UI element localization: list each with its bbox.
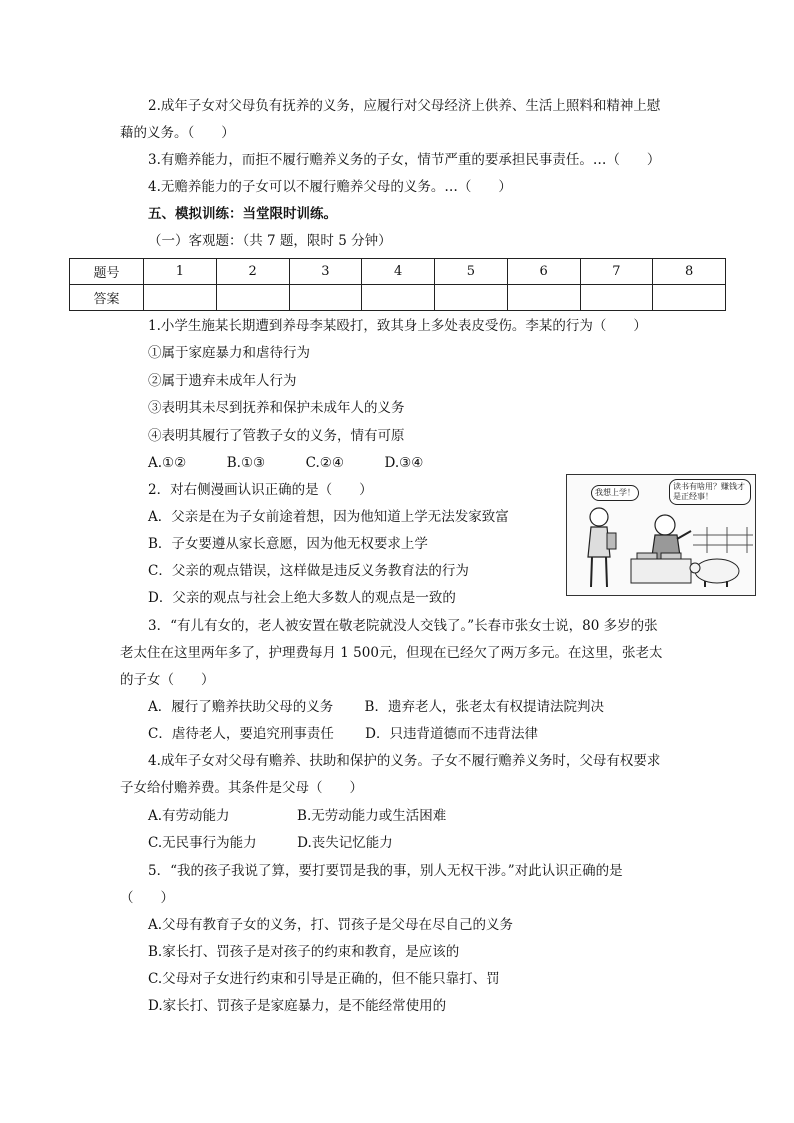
answer-cell[interactable] <box>362 285 435 311</box>
answer-cell[interactable] <box>216 285 289 311</box>
text-line: B．子女要遵从家长意愿，因为他无权要求上学 <box>148 536 428 552</box>
answer-cell[interactable] <box>580 285 653 311</box>
text-line: （一）客观题：（共 7 题，限时 5 分钟） <box>148 233 392 249</box>
answer-cell[interactable] <box>144 285 217 311</box>
text-line: B.家长打、罚孩子是对孩子的约束和教育，是应该的 <box>148 944 460 960</box>
question-number-cell: 1 <box>144 259 217 285</box>
text-line: A.①② B.①③ C.②④ D.③④ <box>148 455 424 471</box>
cartoon-image <box>566 474 756 596</box>
text-line: 的子女（ ） <box>120 672 215 688</box>
text-line: D．父亲的观点与社会上绝大多数人的观点是一致的 <box>148 590 456 606</box>
table-row-numbers <box>70 259 726 285</box>
text-line: 2．对右侧漫画认识正确的是（ ） <box>148 482 373 498</box>
speech-bubble-child: 我想上学！ <box>591 485 639 501</box>
text-line: 5．“我的孩子我说了算，要打要罚是我的事，别人无权干涉。”对此认识正确的是 <box>148 863 623 879</box>
text-line: ②属于遗弃未成年人行为 <box>148 373 297 389</box>
text-line: ①属于家庭暴力和虐待行为 <box>148 345 310 361</box>
text-line: 4.无赡养能力的子女可以不履行赡养父母的义务。…（ ） <box>148 179 512 195</box>
text-line: ③表明其未尽到抚养和保护未成年人的义务 <box>148 400 405 416</box>
text-line: 2.成年子女对父母负有抚养的义务，应履行对父母经济上供养、生活上照料和精神上慰 <box>148 98 661 114</box>
answer-cell[interactable] <box>289 285 362 311</box>
question-number-cell: 2 <box>216 259 289 285</box>
question-number-cell: 8 <box>653 259 726 285</box>
row-header-answer: 答案 <box>70 285 144 311</box>
text-line: 4.成年子女对父母有赡养、扶助和保护的义务。子女不履行赡养义务时，父母有权要求 <box>148 753 661 769</box>
text-line: 藉的义务。（ ） <box>120 125 235 141</box>
text-line: C.无民事行为能力 D.丧失记忆能力 <box>148 835 393 851</box>
text-line: A．履行了赡养扶助父母的义务 B．遗弃老人，张老太有权提请法院判决 <box>148 699 604 715</box>
question-number-cell: 4 <box>362 259 435 285</box>
answer-cell[interactable] <box>653 285 726 311</box>
text-line: A．父亲是在为子女前途着想，因为他知道上学无法发家致富 <box>148 509 509 525</box>
text-line: D.家长打、罚孩子是家庭暴力，是不能经常使用的 <box>148 998 447 1014</box>
text-line: 子女给付赡养费。其条件是父母（ ） <box>120 780 363 796</box>
question-number-cell: 6 <box>507 259 580 285</box>
table-row-answers <box>70 285 726 311</box>
text-line: 3.有赡养能力，而拒不履行赡养义务的子女，情节严重的要承担民事责任。…（ ） <box>148 152 661 168</box>
text-line: C.父母对子女进行约束和引导是正确的，但不能只靠打、罚 <box>148 971 500 987</box>
answer-cell[interactable] <box>507 285 580 311</box>
row-header-number: 题号 <box>70 259 144 285</box>
text-line: （ ） <box>120 890 174 906</box>
answer-table <box>69 258 726 311</box>
text-line: C．父亲的观点错误，这样做是违反义务教育法的行为 <box>148 563 469 579</box>
text-line: A.有劳动能力 B.无劳动能力或生活困难 <box>148 808 447 824</box>
text-line: 1.小学生施某长期遭到养母李某殴打，致其身上多处表皮受伤。李某的行为（ ） <box>148 318 647 334</box>
answer-cell[interactable] <box>435 285 508 311</box>
question-number-cell: 7 <box>580 259 653 285</box>
text-line: ④表明其履行了管教子女的义务，情有可原 <box>148 428 405 444</box>
text-line: 老太住在这里两年多了，护理费每月 1 500元，但现在已经欠了两万多元。在这里，张老太 <box>120 645 663 661</box>
speech-bubble-father: 读书有啥用？赚钱才是正经事！ <box>669 479 751 505</box>
text-line: 3．“有儿有女的，老人被安置在敬老院就没人交钱了。”长春市张女士说，80 多岁的张 <box>148 618 658 634</box>
text-line: 五、模拟训练：当堂限时训练。 <box>148 206 337 222</box>
text-line: A.父母有教育子女的义务，打、罚孩子是父母在尽自己的义务 <box>148 917 514 933</box>
text-line: C．虐待老人，要追究刑事责任 D．只违背道德而不违背法律 <box>148 726 538 742</box>
question-number-cell: 3 <box>289 259 362 285</box>
question-number-cell: 5 <box>435 259 508 285</box>
